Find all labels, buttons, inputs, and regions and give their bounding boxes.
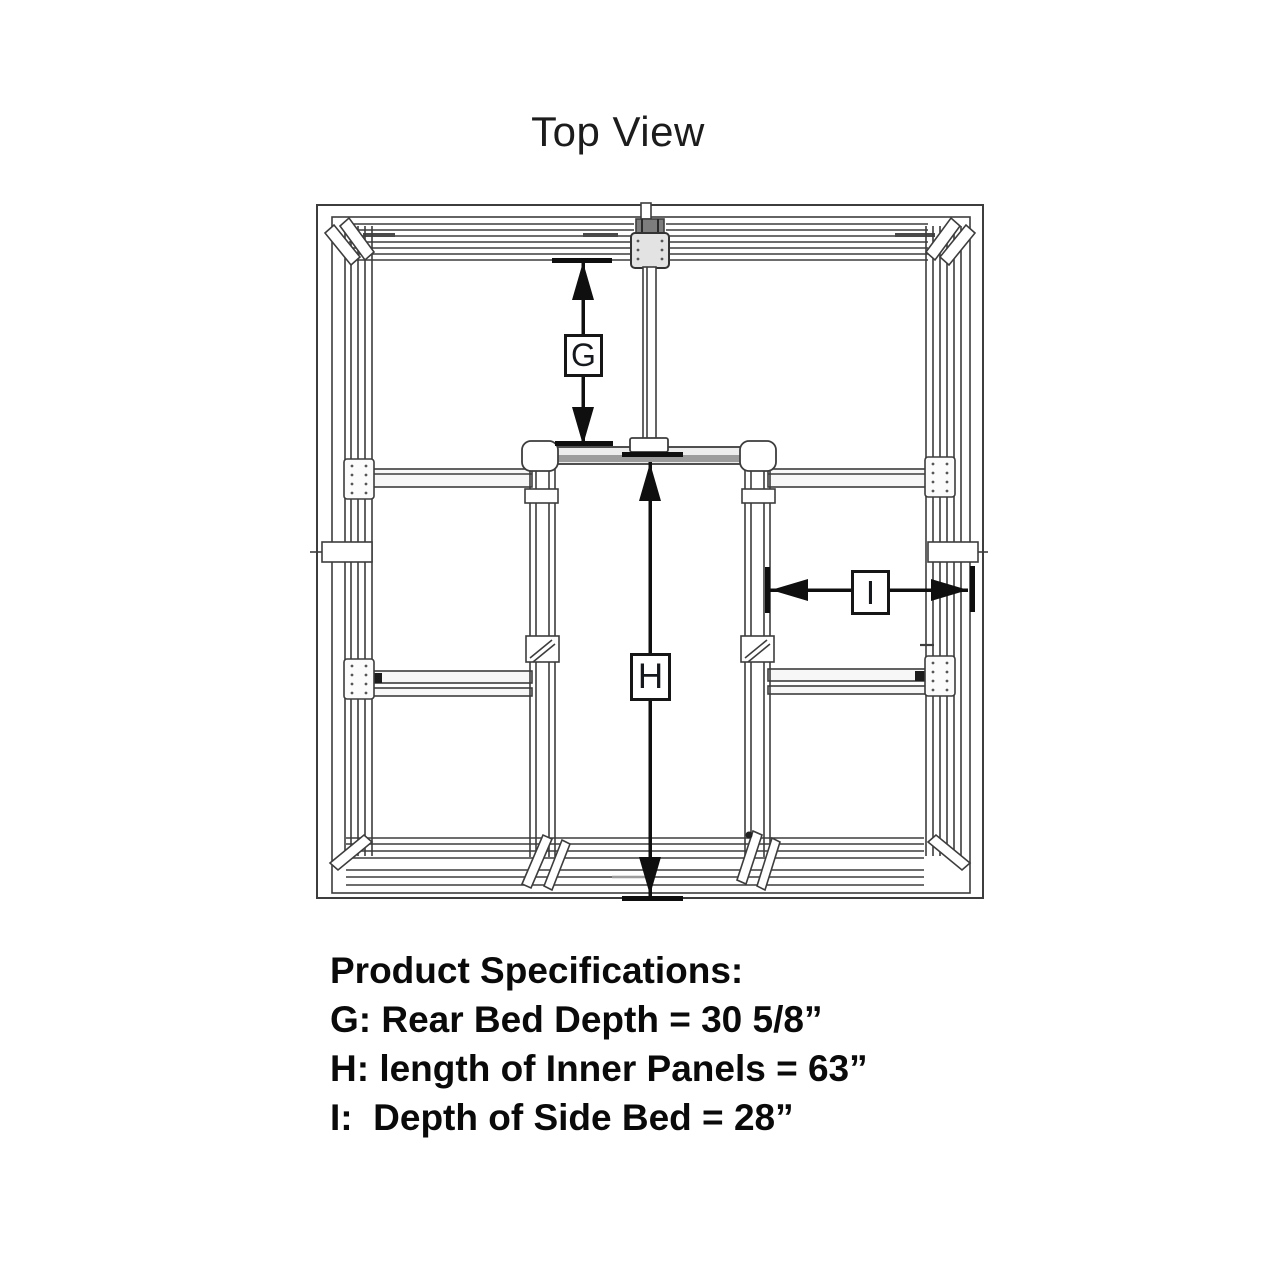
dimension-label-i: I: [851, 570, 890, 615]
spec-line-i: I: Depth of Side Bed = 28”: [330, 1097, 794, 1138]
spec-line-g: G: Rear Bed Depth = 30 5/8”: [330, 999, 823, 1040]
center-post-assembly: [630, 203, 669, 452]
spec-line-h: H: length of Inner Panels = 63”: [330, 1048, 868, 1089]
dimension-label-g: G: [564, 334, 603, 377]
right-wall: [926, 226, 961, 856]
left-wall: [345, 226, 372, 856]
bottom-rail: [346, 838, 924, 885]
product-specifications: [330, 946, 868, 1142]
specs-heading: Product Specifications:: [330, 950, 744, 991]
dimension-label-h: H: [630, 653, 671, 701]
page-title: Top View: [531, 108, 705, 155]
